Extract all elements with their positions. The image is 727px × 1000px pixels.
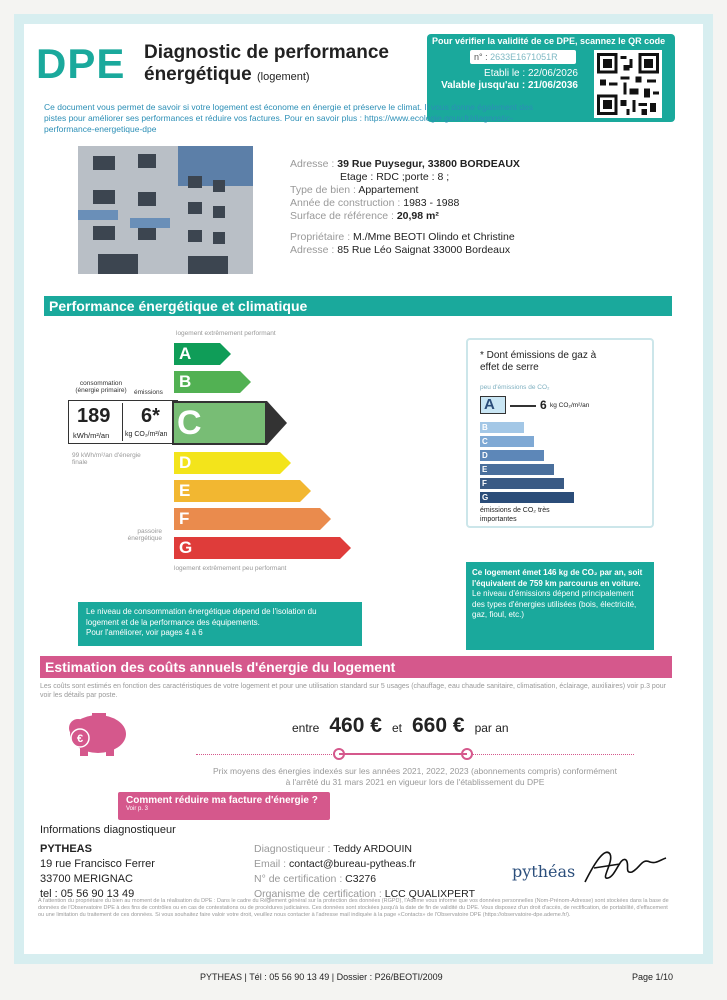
ges-note: Ce logement émet 146 kg de CO₂ par an, soit l'équivalent de 759 km parcourus en voiture. Le niveau d'émissions dépend principalement des types d'énergies utilisées (bois, électricité, gaz, fioul, etc.) bbox=[466, 562, 654, 650]
energy-class-badge: C bbox=[172, 401, 267, 445]
building-photo bbox=[78, 146, 253, 274]
ges-value: 6 bbox=[540, 398, 547, 412]
emissions-unit: kg CO₂/m²/an bbox=[125, 431, 168, 438]
pytheas-logo: pythéas bbox=[512, 862, 576, 881]
page-number: Page 1/10 bbox=[632, 972, 674, 982]
valable-date: Valable jusqu'au : 21/06/2036 bbox=[441, 80, 578, 91]
dossier-number[interactable]: n° : 2633E1671051R bbox=[470, 50, 576, 64]
price-note: Prix moyens des énergies indexés sur les années 2021, 2022, 2023 (abonnements compris) conformément à l'arrêté du 31 mars 2021 en vigueur lors de l'établissement du DPE bbox=[213, 766, 617, 787]
owner-name: M./Mme BEOTI Olindo et Christine bbox=[353, 231, 515, 243]
ges-low-label: peu d'émissions de CO₂ bbox=[480, 384, 550, 391]
ges-panel bbox=[466, 338, 654, 528]
energy-class-e: E bbox=[174, 480, 300, 502]
qr-label: Pour vérifier la validité de ce DPE, scannez le QR code bbox=[432, 36, 666, 46]
owner-address: 85 Rue Léo Saignat 33000 Bordeaux bbox=[337, 244, 511, 256]
energy-class-d: D bbox=[174, 452, 280, 474]
energy-class-f: F bbox=[174, 508, 320, 530]
ges-class-e: E bbox=[480, 464, 554, 475]
ges-class-d: D bbox=[480, 450, 544, 461]
property-address: 39 Rue Puysegur, 33800 BORDEAUX bbox=[337, 158, 520, 170]
doc-title-line1: Diagnostic de performance bbox=[144, 42, 389, 63]
costs-section-title: Estimation des coûts annuels d'énergie du logement bbox=[40, 656, 672, 678]
company-info: PYTHEAS 19 rue Francisco Ferrer 33700 MERIGNAC tel : 05 56 90 13 49 bbox=[40, 843, 155, 900]
legal-notice: A l'attention du propriétaire du bien au moment de la réalisation du DPE : Dans le cadre du Règlement général sur la protection des données (RGPD), l'Ademe vous informe que vos données personnelles (Nom-Prénom-Adresse) sont stockées dans la base de données de l'Observatoire DPE à des fins de contrôles ou en cas de contestations ou de procédures judiciaires. Ces données sont stockées jusqu'à la date de fin de validité du DPE. Vous disposez d'un droit d'accès, de rectification, de portabilité, d'effacement ou une limitation du traitement de ces données. Si vous souhaitez faire valoir votre droit, veuillez nous contacter à l'adresse mail indiquée à la page «Contacts» de l'Observatoire DPE (https://observatoire-dpe.ademe.fr/). bbox=[38, 898, 669, 918]
dpe-logo: DPE bbox=[36, 40, 126, 87]
property-type: Appartement bbox=[358, 184, 419, 196]
diag-section-title: Informations diagnostiqueur bbox=[40, 824, 176, 836]
signature-icon bbox=[580, 842, 670, 892]
consumption-unit: kWh/m²/an bbox=[73, 431, 110, 440]
ges-high-label: émissions de CO₂ très importantes bbox=[480, 507, 550, 523]
top-label: logement extrêmement performant bbox=[176, 330, 276, 337]
etabli-date: Etabli le : 22/06/2026 bbox=[484, 68, 578, 79]
consumption-label: consommation (énergie primaire) bbox=[75, 380, 127, 394]
costs-note: Les coûts sont estimés en fonction des caractéristiques de votre logement et pour une utilisation standard sur 5 usages (chauffage, eau chaude sanitaire, climatisation, éclairage, auxiliaires) voir p.3 pour voir les détails par poste. bbox=[40, 683, 666, 699]
property-info: Adresse : 39 Rue Puysegur, 33800 BORDEAUX Etage : RDC ;porte : 8 ; Type de bien : Appartement Année de construction : 1983 - 1988 Surface de référence : 20,98 m² Propriétaire : M./Mme BEOTI Olindo et Christine Adresse : 85 Rue Léo Saignat 33000 Bordeaux bbox=[290, 158, 520, 256]
emissions-value: 6* bbox=[141, 405, 160, 427]
final-energy: 99 kWh/m²/an d'énergie finale bbox=[72, 452, 141, 466]
emissions-label: émissions bbox=[134, 389, 163, 396]
cost-min: 460 € bbox=[329, 714, 382, 737]
cost-max: 660 € bbox=[411, 714, 465, 737]
qr-code-icon[interactable] bbox=[594, 50, 662, 118]
property-year: 1983 - 1988 bbox=[403, 197, 460, 209]
ges-unit: kg CO₂/m²/an bbox=[550, 402, 590, 409]
consumption-value: 189 bbox=[77, 405, 111, 427]
diagnostician-info: Diagnostiqueur : Teddy ARDOUIN Email : contact@bureau-pytheas.fr N° de certification : C3276 Organisme de certification : LCC QUALIXPERT bbox=[254, 843, 475, 900]
ges-class-f: F bbox=[480, 478, 564, 489]
svg-text:€: € bbox=[76, 733, 84, 745]
property-floor: Etage : RDC ;porte : 8 ; bbox=[340, 171, 450, 183]
cost-range: entre 460 € et 660 € par an bbox=[292, 714, 509, 737]
consumption-note: Le niveau de consommation énergétique dépend de l'isolation du logement et de la performance des équipements. Pour l'améliorer, voir pages 4 à 6 bbox=[78, 602, 362, 646]
property-surface: 20,98 m² bbox=[396, 210, 439, 222]
passoire-label: passoire énergétique bbox=[127, 528, 162, 542]
consumption-box bbox=[68, 400, 178, 444]
energy-class-b: B bbox=[174, 371, 240, 393]
footer-text: PYTHEAS | Tél : 05 56 90 13 49 | Dossier : P26/BEOTI/2009 bbox=[200, 972, 443, 982]
ges-class-badge: A bbox=[480, 396, 506, 414]
email-link[interactable]: contact@bureau-pytheas.fr bbox=[289, 858, 416, 870]
ges-class-c: C bbox=[480, 436, 534, 447]
ges-title: * Dont émissions de gaz à effet de serre bbox=[480, 350, 597, 373]
ges-class-b: B bbox=[480, 422, 524, 433]
reduce-bill-button[interactable]: Comment réduire ma facture d'énergie ? Voir p. 3 bbox=[118, 792, 330, 820]
energy-class-a: A bbox=[174, 343, 220, 365]
piggy-bank-icon bbox=[62, 706, 134, 760]
energy-class-g: G bbox=[174, 537, 340, 559]
bottom-label: logement extrêmement peu performant bbox=[174, 565, 287, 572]
intro-text: Ce document vous permet de savoir si votre logement est économe en énergie et préserve le climat. Il vous donne également des pistes pour améliorer ses performances et réduire vos factures. Pour en savoir plus : https://www.ecologie.gouv.fr/diagnostic-performance-energetique-dpe bbox=[44, 102, 534, 134]
ges-class-g: G bbox=[480, 492, 574, 503]
doc-title-line2: énergétique (logement) bbox=[144, 64, 310, 85]
performance-section-title: Performance énergétique et climatique bbox=[44, 296, 672, 316]
